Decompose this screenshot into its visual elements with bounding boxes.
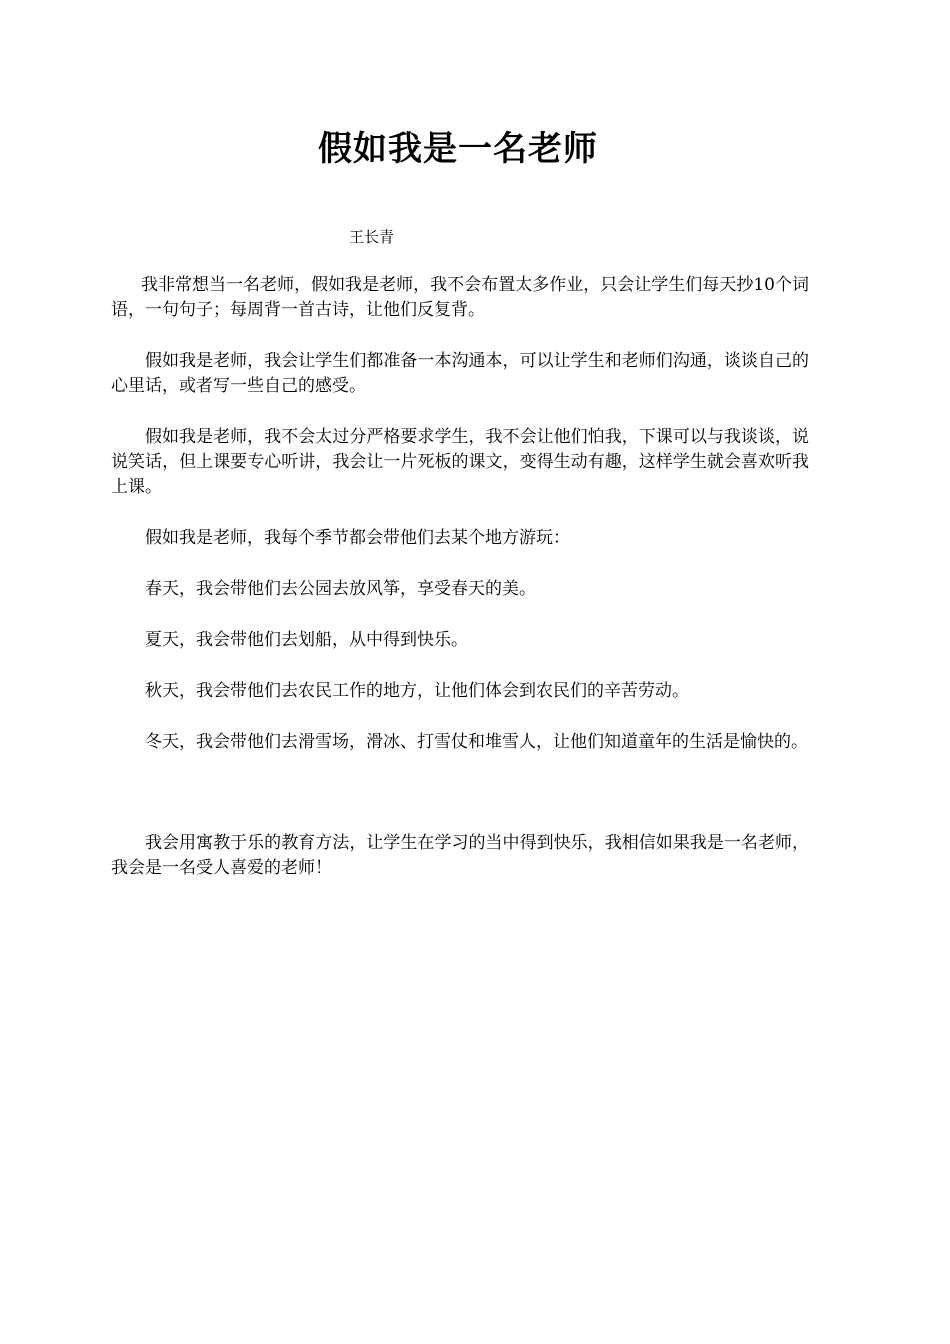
paragraph: 我非常想当一名老师，假如我是老师，我不会布置太多作业，只会让学生们每天抄10个词语，一句句子；每周背一首古诗，让他们反复背。 (111, 275, 809, 320)
paragraph: 我会用寓教于乐的教育方法，让学生在学习的当中得到快乐，我相信如果我是一名老师，我会是一名受人喜爱的老师！ (111, 833, 809, 878)
paragraph: 假如我是老师，我不会太过分严格要求学生，我不会让他们怕我，下课可以与我谈谈，说说笑话，但上课要专心听讲，我会让一片死板的课文，变得生动有趣，这样学生就会喜欢听我上课。 (111, 427, 809, 497)
paragraph: 秋天，我会带他们去农民工作的地方，让他们体会到农民们的辛苦劳动。 (145, 681, 689, 701)
paragraph: 假如我是老师，我会让学生们都准备一本沟通本，可以让学生和老师们沟通，谈谈自己的心里话，或者写一些自己的感受。 (111, 351, 809, 396)
paragraph: 假如我是老师，我每个季节都会带他们去某个地方游玩： (145, 528, 570, 548)
paragraph: 冬天，我会带他们去滑雪场，滑冰、打雪仗和堆雪人，让他们知道童年的生活是愉快的。 (145, 732, 808, 752)
document-title: 假如我是一名老师 (318, 129, 598, 169)
paragraph: 夏天，我会带他们去划船，从中得到快乐。 (145, 630, 468, 650)
document-body (111, 273, 809, 907)
author-name: 王长青 (349, 228, 395, 246)
paragraph: 春天，我会带他们去公园去放风筝，享受春天的美。 (145, 579, 536, 599)
blank-spacer (111, 781, 809, 831)
